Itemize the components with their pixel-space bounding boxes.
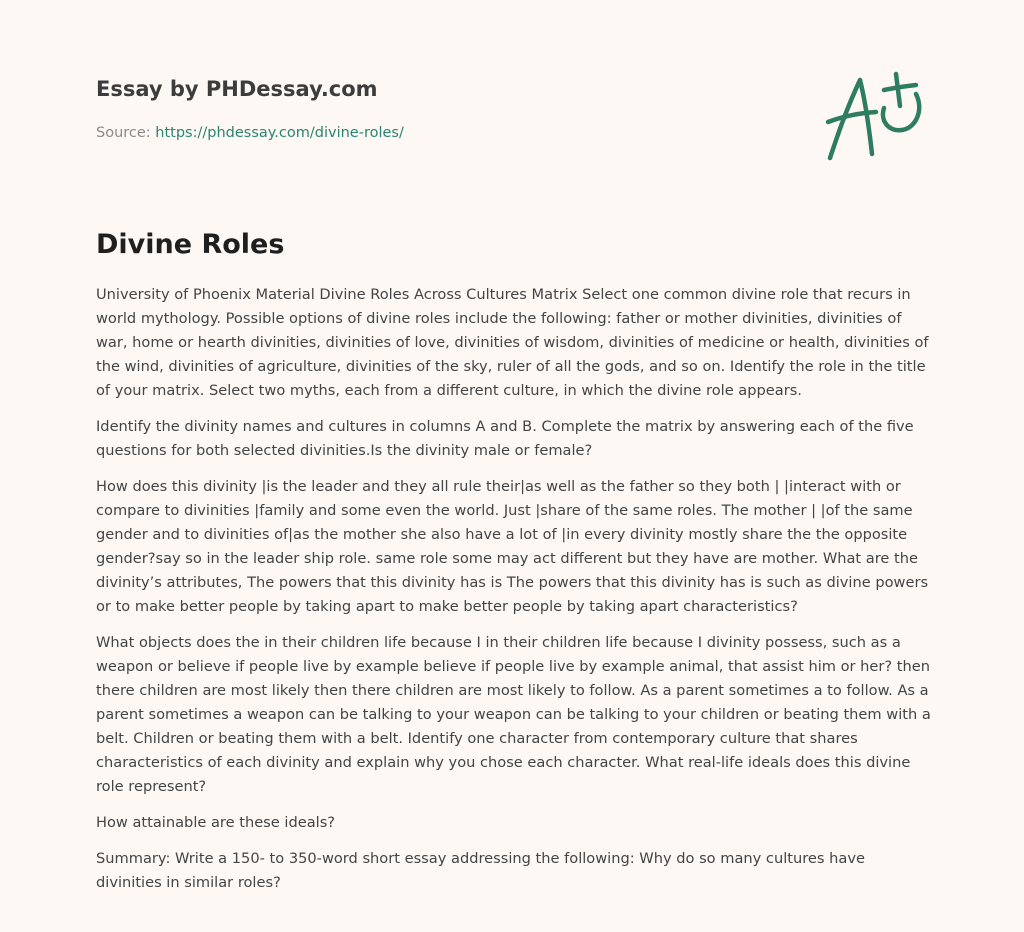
essay-paragraph: Identify the divinity names and cultures in columns A and B. Complete the matrix by answering each of the five questions for both selected divinities.Is the divinity male or female? bbox=[96, 418, 914, 459]
source-link[interactable]: https://phdessay.com/divine-roles/ bbox=[155, 125, 404, 141]
essay-paragraph: Summary: Write a 150- to 350-word short essay addressing the following: Why do so many cultures have divinities in similar roles? bbox=[96, 850, 865, 891]
essay-title: Divine Roles bbox=[96, 229, 285, 260]
a-plus-logo-svg bbox=[820, 66, 930, 166]
essay-paragraph: How does this divinity |is the leader and they all rule their|as well as the father so they both | |interact with or compare to divinities |family and some even the world. Just |share of the same roles. The mother | |of the same gender and to divinities of|as the mother she also have a lot of |in every divinity mostly share the the opposite gender?say so in the leader ship role. same role some may act different but they have are mother. What are the divinity’s attributes, The powers that this divinity has is The powers that this divinity has is such as divine powers or to make better people by taking apart to make better people by taking apart characteristics? bbox=[96, 478, 929, 615]
site-title: Essay by PHDessay.com bbox=[96, 77, 378, 101]
essay-content bbox=[96, 226, 932, 907]
source-line bbox=[96, 123, 796, 143]
page-header bbox=[96, 74, 796, 143]
essay-paragraph: What objects does the in their children life because I in their children life because I divinity possess, such as a weapon or believe if people live by example believe if people live by example animal, that assist him or her? then there children are most likely then there children are most likely to follow. As a parent sometimes a to follow. As a parent sometimes a weapon can be talking to your weapon can be talking to your children or beating them with a belt. Children or beating them with a belt. Identify one character from contemporary culture that shares characteristics of each divinity and explain why you chose each character. What real-life ideals does this divine role represent? bbox=[96, 634, 931, 795]
essay-paragraph: University of Phoenix Material Divine Roles Across Cultures Matrix Select one common divine role that recurs in world mythology. Possible options of divine roles include the following: father or mother divinities, divinities of war, home or hearth divinities, divinities of love, divinities of wisdom, divinities of medicine or health, divinities of the wind, divinities of agriculture, divinities of the sky, ruler of all the gods, and so on. Identify the role in the title of your matrix. Select two myths, each from a different culture, in which the divine role appears. bbox=[96, 286, 929, 399]
source-label: Source: bbox=[96, 125, 151, 141]
essay-body bbox=[96, 283, 932, 895]
a-plus-grade-logo-icon bbox=[820, 66, 930, 166]
essay-paragraph: How attainable are these ideals? bbox=[96, 814, 336, 831]
